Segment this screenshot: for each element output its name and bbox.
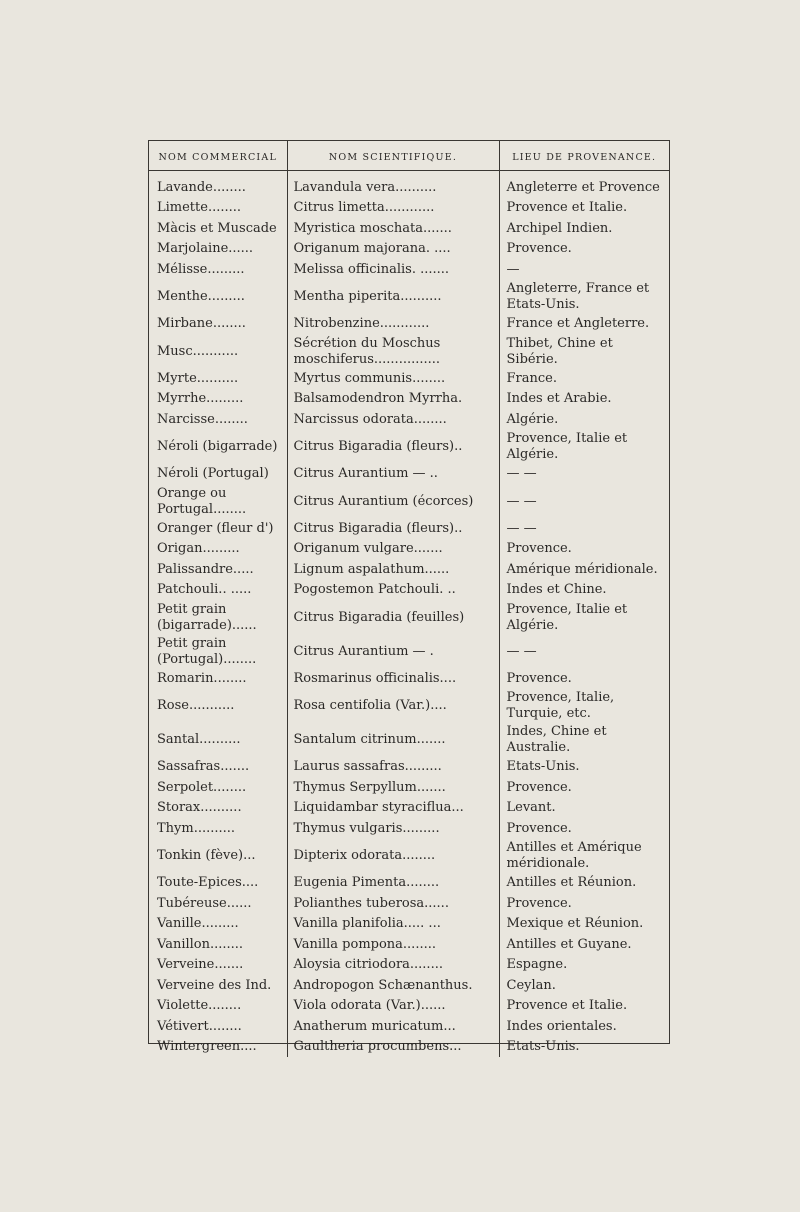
commercial-name-cell: Santal.......... — [149, 723, 287, 757]
commercial-name-cell: Serpolet........ — [149, 777, 287, 798]
table-row — [149, 334, 669, 368]
scientific-name-cell: Nitrobenzine............ — [287, 314, 499, 335]
commercial-name-cell: Menthe......... — [149, 280, 287, 314]
origin-cell: Indes et Chine. — [506, 582, 607, 598]
header-origin: LIEU DE PROVENANCE. — [499, 141, 669, 171]
commercial-name-cell: Toute-Epices.... — [149, 873, 287, 894]
origin-cell: Archipel Indien. — [506, 220, 613, 236]
perfume-table-frame — [148, 140, 670, 1055]
origin-cell: Provence. — [506, 241, 572, 257]
commercial-name-cell: Violette........ — [149, 996, 287, 1017]
commercial-name-cell: Palissandre..... — [149, 559, 287, 580]
table-row — [149, 914, 669, 935]
commercial-name-cell: Patchouli.. ..... — [149, 580, 287, 601]
scientific-name-cell: Narcissus odorata........ — [287, 409, 499, 430]
origin-cell: Levant. — [506, 800, 556, 816]
perfume-table — [149, 141, 669, 1057]
commercial-name-cell: Sassafras....... — [149, 757, 287, 778]
origin-cell: Thibet, Chine et Sibérie. — [506, 335, 613, 367]
scientific-name-cell: Mentha piperita.......... — [287, 280, 499, 314]
table-row — [149, 975, 669, 996]
commercial-name-cell: Tubéreuse...... — [149, 893, 287, 914]
scientific-name-cell: Pogostemon Patchouli. .. — [287, 580, 499, 601]
table-row — [149, 934, 669, 955]
commercial-name-cell: Petit grain (bigarrade)...... — [149, 600, 287, 634]
origin-cell: Provence et Italie. — [506, 998, 628, 1014]
origin-cell: France et Angleterre. — [506, 316, 650, 332]
scientific-name-cell: Balsamodendron Myrrha. — [287, 389, 499, 410]
origin-cell: Provence. — [506, 779, 572, 795]
commercial-name-cell: Rose........... — [149, 689, 287, 723]
commercial-name-cell: Petit grain (Portugal)........ — [149, 634, 287, 668]
scientific-name-cell: Citrus Bigaradia (fleurs).. — [287, 430, 499, 464]
scientific-name-cell: Viola odorata (Var.)...... — [287, 996, 499, 1017]
origin-cell: Espagne. — [506, 957, 568, 973]
header-commercial-name: NOM COMMERCIAL — [149, 141, 287, 171]
scientific-name-cell: Origanum majorana. .... — [287, 239, 499, 260]
table-row — [149, 818, 669, 839]
table-row — [149, 368, 669, 389]
origin-cell: Algérie. — [506, 411, 559, 427]
table-row — [149, 539, 669, 560]
commercial-name-cell: Tonkin (fève)... — [149, 839, 287, 873]
commercial-name-cell: Thym.......... — [149, 818, 287, 839]
table-row — [149, 389, 669, 410]
commercial-name-cell: Musc........... — [149, 334, 287, 368]
scientific-name-cell: Vanilla pompona........ — [287, 934, 499, 955]
commercial-name-cell: Verveine des Ind. — [149, 975, 287, 996]
origin-cell: Provence, Italie et Algérie. — [506, 601, 628, 633]
origin-cell: Indes orientales. — [506, 1018, 617, 1034]
origin-cell: — — — [506, 520, 537, 536]
table-row — [149, 198, 669, 219]
table-row — [149, 518, 669, 539]
scientific-name-cell: Melissa officinalis. ....... — [287, 259, 499, 280]
commercial-name-cell: Màcis et Muscade — [149, 218, 287, 239]
scientific-name-cell: Myrtus communis........ — [287, 368, 499, 389]
table-body — [149, 171, 669, 1058]
commercial-name-cell: Lavande........ — [149, 177, 287, 198]
table-row — [149, 955, 669, 976]
origin-cell: Etats-Unis. — [506, 1039, 580, 1055]
scientific-name-cell: Santalum citrinum....... — [287, 723, 499, 757]
origin-cell: Indes et Arabie. — [506, 391, 612, 407]
scientific-name-cell: Dipterix odorata........ — [287, 839, 499, 873]
scientific-name-cell: Gaultheria procumbens... — [287, 1037, 499, 1058]
scientific-name-cell: Thymus Serpyllum....... — [287, 777, 499, 798]
origin-cell: Provence. — [506, 670, 572, 686]
origin-cell: Provence, Italie, Turquie, etc. — [506, 690, 615, 721]
commercial-name-cell: Mélisse......... — [149, 259, 287, 280]
table-row — [149, 873, 669, 894]
scientific-name-cell: Citrus Aurantium — .. — [287, 464, 499, 485]
commercial-name-cell: Narcisse........ — [149, 409, 287, 430]
scientific-name-cell: Origanum vulgare....... — [287, 539, 499, 560]
origin-cell: Angleterre et Provence — [506, 179, 660, 195]
commercial-name-cell: Néroli (bigarrade) — [149, 430, 287, 464]
table-row — [149, 600, 669, 634]
scientific-name-cell: Liquidambar styraciflua... — [287, 798, 499, 819]
scientific-name-cell: Thymus vulgaris......... — [287, 818, 499, 839]
origin-cell: Antilles et Guyane. — [506, 936, 632, 952]
origin-cell: — — — [506, 643, 537, 659]
table-row — [149, 634, 669, 668]
table-row — [149, 177, 669, 198]
table-row — [149, 464, 669, 485]
origin-cell: Mexique et Réunion. — [506, 916, 644, 932]
table-row — [149, 798, 669, 819]
scientific-name-cell: Citrus Bigaradia (feuilles) — [287, 600, 499, 634]
table-row — [149, 280, 669, 314]
table-row — [149, 259, 669, 280]
commercial-name-cell: Vétivert........ — [149, 1016, 287, 1037]
commercial-name-cell: Néroli (Portugal) — [149, 464, 287, 485]
scientific-name-cell: Aloysia citriodora........ — [287, 955, 499, 976]
commercial-name-cell: Verveine....... — [149, 955, 287, 976]
commercial-name-cell: Storax.......... — [149, 798, 287, 819]
commercial-name-cell: Mirbane........ — [149, 314, 287, 335]
scientific-name-cell: Citrus Aurantium — . — [287, 634, 499, 668]
commercial-name-cell: Wintergreen.... — [149, 1037, 287, 1058]
scientific-name-cell: Myristica moschata....... — [287, 218, 499, 239]
scientific-name-cell: Citrus Aurantium (écorces) — [287, 484, 499, 518]
scientific-name-cell: Lavandula vera.......... — [287, 177, 499, 198]
table-row — [149, 239, 669, 260]
table-row — [149, 723, 669, 757]
table-row — [149, 893, 669, 914]
table-header-row — [149, 141, 669, 171]
table-row — [149, 777, 669, 798]
origin-cell: Amérique méridionale. — [506, 561, 658, 577]
commercial-name-cell: Myrrhe......... — [149, 389, 287, 410]
table-row — [149, 559, 669, 580]
scientific-name-cell: Eugenia Pimenta........ — [287, 873, 499, 894]
origin-cell: Antilles et Réunion. — [506, 875, 637, 891]
scientific-name-cell: Laurus sassafras......... — [287, 757, 499, 778]
scientific-name-cell: Vanilla planifolia..... ... — [287, 914, 499, 935]
table-row — [149, 839, 669, 873]
table-row — [149, 1016, 669, 1037]
commercial-name-cell: Vanille......... — [149, 914, 287, 935]
table-row — [149, 314, 669, 335]
commercial-name-cell: Vanillon........ — [149, 934, 287, 955]
header-scientific-name: NOM SCIENTIFIQUE. — [287, 141, 499, 171]
commercial-name-cell: Origan......... — [149, 539, 287, 560]
origin-cell: Provence. — [506, 895, 572, 911]
table-row — [149, 430, 669, 464]
scientific-name-cell: Sécrétion du Moschus moschiferus................ — [287, 334, 499, 368]
table-row — [149, 409, 669, 430]
commercial-name-cell: Myrte.......... — [149, 368, 287, 389]
origin-cell: Angleterre, France et Etats-Unis. — [506, 281, 650, 312]
origin-cell: Provence, Italie et Algérie. — [506, 431, 628, 462]
commercial-name-cell: Oranger (fleur d') — [149, 518, 287, 539]
scientific-name-cell: Citrus limetta............ — [287, 198, 499, 219]
scientific-name-cell: Citrus Bigaradia (fleurs).. — [287, 518, 499, 539]
table-row — [149, 1037, 669, 1058]
origin-cell: — — — [506, 466, 537, 482]
origin-cell: Antilles et Amérique méridionale. — [506, 840, 642, 871]
scientific-name-cell: Rosmarinus officinalis.... — [287, 668, 499, 689]
commercial-name-cell: Romarin........ — [149, 668, 287, 689]
table-row — [149, 689, 669, 723]
origin-cell: Provence. — [506, 541, 572, 557]
scientific-name-cell: Polianthes tuberosa...... — [287, 893, 499, 914]
origin-cell: Ceylan. — [506, 977, 556, 993]
origin-cell: Provence. — [506, 820, 572, 836]
origin-cell: — — — [506, 493, 537, 509]
table-row — [149, 996, 669, 1017]
scientific-name-cell: Lignum aspalathum...... — [287, 559, 499, 580]
commercial-name-cell: Limette........ — [149, 198, 287, 219]
scientific-name-cell: Rosa centifolia (Var.).... — [287, 689, 499, 723]
table-row — [149, 218, 669, 239]
origin-cell: — — [506, 261, 520, 277]
table-row — [149, 668, 669, 689]
scientific-name-cell: Andropogon Schænanthus. — [287, 975, 499, 996]
table-row — [149, 757, 669, 778]
origin-cell: Etats-Unis. — [506, 759, 580, 775]
commercial-name-cell: Orange ou Portugal........ — [149, 484, 287, 518]
scientific-name-cell: Anatherum muricatum... — [287, 1016, 499, 1037]
origin-cell: Indes, Chine et Australie. — [506, 724, 607, 755]
origin-cell: Provence et Italie. — [506, 200, 628, 216]
commercial-name-cell: Marjolaine...... — [149, 239, 287, 260]
origin-cell: France. — [506, 370, 557, 386]
table-row — [149, 580, 669, 601]
table-row — [149, 484, 669, 518]
